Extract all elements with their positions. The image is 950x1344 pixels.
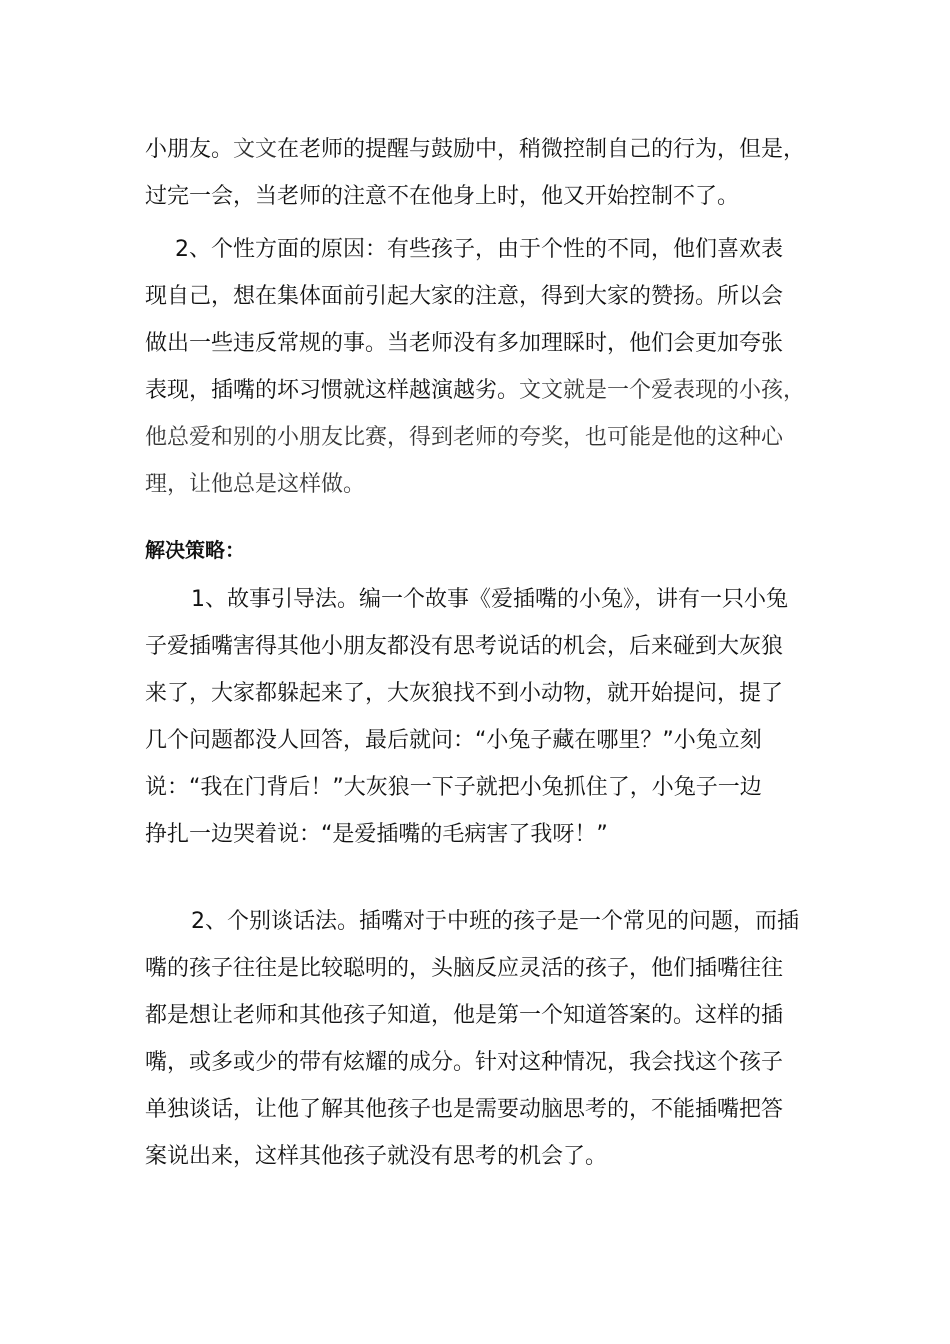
text-line: 挣扎一边哭着说：“是爱插嘴的毛病害了我呀！”	[145, 822, 608, 847]
text-line: 嘴的孩子往往是比较聪明的，头脑反应灵活的孩子，他们插嘴往往	[145, 956, 784, 981]
text-line	[145, 367, 815, 414]
text-line: 子爱插嘴害得其他小朋友都没有思考说话的机会，后来碰到大灰狼	[145, 634, 784, 659]
text-span: 在老师的提醒与鼓励中，稍微控制自己的行为，但是，	[277, 137, 806, 162]
text-line: 来了，大家都躲起来了，大灰狼找不到小动物，就开始提问，提了	[145, 681, 784, 706]
text-line: 2、个别谈话法。插嘴对于中班的孩子是一个常见的问题，而插	[191, 909, 799, 934]
text-span-serif: 文文就是一个爱表现的小孩，	[519, 378, 806, 403]
text-line: 过完一会，当老师的注意不在他身上时，他又开始控制不了。	[145, 184, 740, 209]
paragraph-personality-reason	[145, 226, 815, 508]
text-line: 嘴，或多或少的带有炫耀的成分。针对这种情况，我会找这个孩子	[145, 1050, 784, 1075]
text-span: 表现，插嘴的坏习惯就这样越演越劣。	[145, 378, 520, 403]
section-heading: 解决策略：	[145, 538, 245, 562]
text-line: 他总爱和别的小朋友比赛，得到老师的夸奖，也可能是他的这种心	[145, 425, 784, 450]
text-line: 案说出来，这样其他孩子就没有思考的机会了。	[145, 1144, 608, 1169]
text-line: 说：“我在门背后！”大灰狼一下子就把小兔抓住了，小兔子一边	[145, 775, 762, 800]
text-line: 理，让他总是这样做。	[145, 472, 366, 497]
text-line: 现自己，想在集体面前引起大家的注意，得到大家的赞扬。所以会	[145, 284, 784, 309]
text-span: 小朋友。	[145, 137, 234, 162]
paragraph-talk-method	[145, 898, 815, 1180]
paragraph-continuation	[145, 126, 815, 220]
text-line: 都是想让老师和其他孩子知道，他是第一个知道答案的。这样的插	[145, 1003, 784, 1028]
text-span-serif: 文文	[233, 137, 278, 162]
text-line: 单独谈话，让他了解其他孩子也是需要动脑思考的，不能插嘴把答	[145, 1097, 784, 1122]
text-line: 2、个性方面的原因：有些孩子，由于个性的不同，他们喜欢表	[175, 237, 783, 262]
text-line: 1、故事引导法。编一个故事《爱插嘴的小兔》，讲有一只小兔	[191, 587, 788, 612]
text-line: 做出一些违反常规的事。当老师没有多加理睬时，他们会更加夸张	[145, 331, 784, 356]
text-line	[145, 126, 815, 173]
text-line: 几个问题都没人回答，最后就问：“小兔子藏在哪里？”小兔立刻	[145, 728, 762, 753]
paragraph-story-method	[145, 576, 815, 858]
